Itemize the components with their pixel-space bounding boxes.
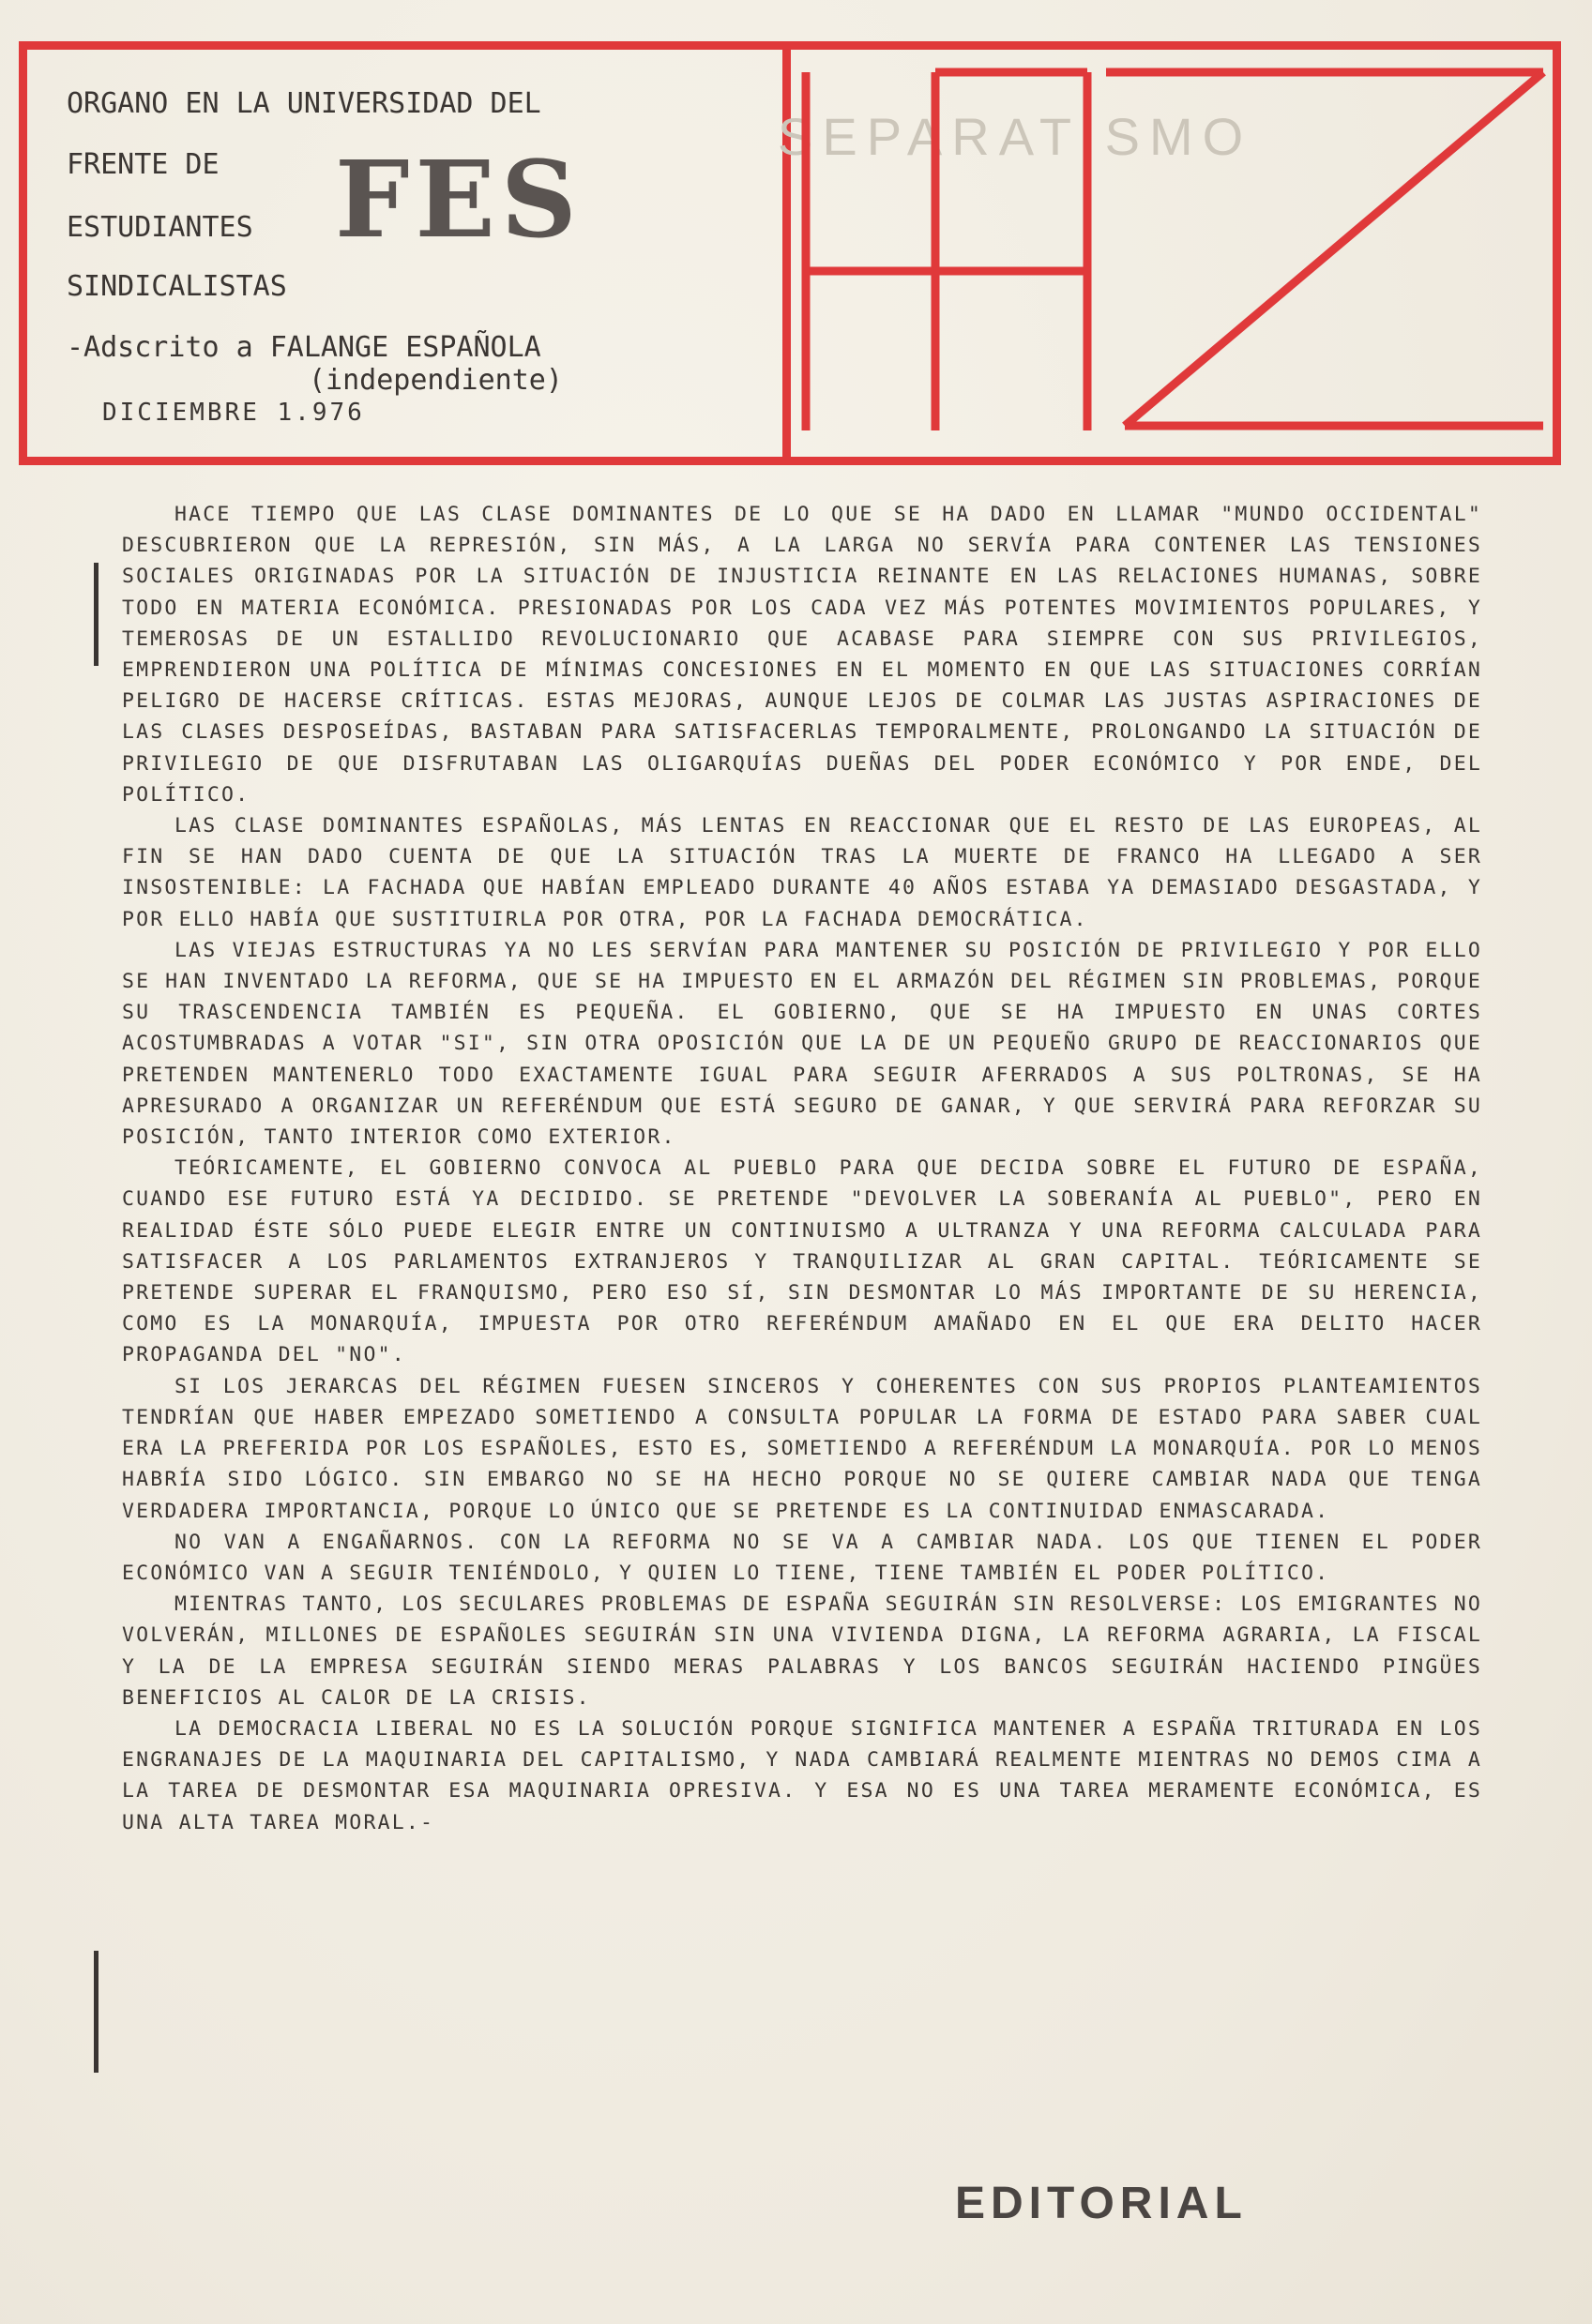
paragraph: MIENTRAS TANTO, LOS SECULARES PROBLEMAS DE ESPAÑA SEGUIRÁN SIN RESOLVERSE: LOS EMIGRANTES NO VOLVERÁN, MILLONES DE ESPAÑOLES SEGUIRÁN SIN UNA VIVIENDA DIGNA, LA REFORMA AGRARIA, LA FISCAL Y LA DE LA EMPRESA SEGUIRÁN SIENDO MERAS PALABRAS Y LOS BANCOS SEGUIRÁN HACIENDO PINGÜES BENEFICIOS AL CALOR DE LA CRISIS. [122,1592,1482,1710]
syndicalists-line: SINDICALISTAS [67,270,287,303]
margin-mark-bottom [94,1951,99,2073]
affiliation-line: -Adscrito a FALANGE ESPAÑOLA [67,331,541,364]
front-line: FRENTE DE [67,148,220,181]
bleed-through-text: SEPARATISMO [778,107,1253,166]
paragraph: LA DEMOCRACIA LIBERAL NO ES LA SOLUCIÓN PORQUE SIGNIFICA MANTENER A ESPAÑA TRITURADA EN LOS ENGRANAJES DE LA MAQUINARIA DEL CAPITALISMO, Y NADA CAMBIARÁ REALMENTE MIENTRAS NO DEMOS CIMA A LA TAREA DE DESMONTAR ESA MAQUINARIA OPRESIVA. Y ESA NO ES UNA TAREA MERAMENTE ECONÓMICA, ES UNA ALTA TAREA MORAL.- [122,1716,1482,1834]
haz-title-logo [796,55,1556,468]
independent-line: (independiente) [309,364,563,397]
editorial-body [122,499,1482,1838]
paragraph: TEÓRICAMENTE, EL GOBIERNO CONVOCA AL PUEBLO PARA QUE DECIDA SOBRE EL FUTURO DE ESPAÑA, CUANDO ESE FUTURO ESTÁ YA DECIDIDO. SE PRETENDE "DEVOLVER LA SOBERANÍA AL PUEBLO", PERO EN REALIDAD ÉSTE SÓLO PUEDE ELEGIR ENTRE UN CONTINUISMO A ULTRANZA Y UNA REFORMA CALCULADA PARA SATISFACER A LOS PARLAMENTOS EXTRANJEROS Y TRANQUILIZAR AL GRAN CAPITAL. TEÓRICAMENTE SE PRETENDE SUPERAR EL FRANQUISMO, PERO ESO SÍ, SIN DESMONTAR LO MÁS IMPORTANTE DE SU HERENCIA, COMO ES LA MONARQUÍA, IMPUESTA POR OTRO REFERÉNDUM AMAÑADO EN EL QUE ERA DELITO HACER PROPAGANDA DEL "NO". [122,1156,1482,1367]
margin-mark-top [94,563,99,666]
paragraph: HACE TIEMPO QUE LAS CLASE DOMINANTES DE LO QUE SE HA DADO EN LLAMAR "MUNDO OCCIDENTAL" DESCUBRIERON QUE LA REPRESIÓN, SIN MÁS, A LA LARGA NO SERVÍA PARA CONTENER LAS TENSIONES SOCIALES ORIGINADAS POR LA SITUACIÓN DE INJUSTICIA REINANTE EN LAS RELACIONES HUMANAS, SOBRE TODO EN MATERIA ECONÓMICA. PRESIONADAS POR LOS CADA VEZ MÁS POTENTES MOVIMIENTOS POPULARES, Y TEMEROSAS DE UN ESTALLIDO REVOLUCIONARIO QUE ACABASE PARA SIEMPRE CON SUS PRIVILEGIOS, EMPRENDIERON UNA POLÍTICA DE MÍNIMAS CONCESIONES EN EL MOMENTO EN QUE LAS SITUACIONES CORRÍAN PELIGRO DE HACERSE CRÍTICAS. ESTAS MEJORAS, AUNQUE LEJOS DE COLMAR LAS JUSTAS ASPIRACIONES DE LAS CLASES DESPOSEÍDAS, BASTABAN PARA SATISFACERLAS TEMPORALMENTE, PROLONGANDO LA SITUACIÓN DE PRIVILEGIO DE QUE DISFRUTABAN LAS OLIGARQUÍAS DUEÑAS DEL PODER ECONÓMICO Y POR ENDE, DEL POLÍTICO. [122,503,1482,807]
organ-line: ORGANO EN LA UNIVERSIDAD DEL [67,87,541,120]
paragraph: LAS CLASE DOMINANTES ESPAÑOLAS, MÁS LENTAS EN REACCIONAR QUE EL RESTO DE LAS EUROPEAS, AL FIN SE HAN DADO CUENTA DE QUE LA SITUACIÓN TRAS LA MUERTE DE FRANCO HA LLEGADO A SER INSOSTENIBLE: LA FACHADA QUE HABÍAN EMPLEADO DURANTE 40 AÑOS ESTABA YA DEMASIADO DESGASTADA, Y POR ELLO HABÍA QUE SUSTITUIRLA POR OTRA, POR LA FACHADA DEMOCRÁTICA. [122,814,1482,931]
paragraph: LAS VIEJAS ESTRUCTURAS YA NO LES SERVÍAN PARA MANTENER SU POSICIÓN DE PRIVILEGIO Y POR ELLO SE HAN INVENTADO LA REFORMA, QUE SE HA IMPUESTO EN EL ARMAZÓN DEL RÉGIMEN SIN PROBLEMAS, PORQUE SU TRASCENDENCIA TAMBIÉN ES PEQUEÑA. EL GOBIERNO, QUE SE HA IMPUESTO EN UNAS CORTES ACOSTUMBRADAS A VOTAR "SI", SIN OTRA OPOSICIÓN QUE LA DE UN PEQUEÑO GRUPO DE REACCIONARIOS QUE PRETENDEN MANTENERLO TODO EXACTAMENTE IGUAL PARA SEGUIR AFERRADOS A SUS POLTRONAS, SE HA APRESURADO A ORGANIZAR UN REFERÉNDUM QUE ESTÁ SEGURO DE GANAR, Y QUE SERVIRÁ PARA REFORZAR SU POSICIÓN, TANTO INTERIOR COMO EXTERIOR. [122,938,1482,1150]
paragraph: SI LOS JERARCAS DEL RÉGIMEN FUESEN SINCEROS Y COHERENTES CON SUS PROPIOS PLANTEAMIENTOS TENDRÍAN QUE HABER EMPEZADO SOMETIENDO A CONSULTA POPULAR LA FORMA DE ESTADO PARA SABER CUAL ERA LA PREFERIDA POR LOS ESPAÑOLES, ESTO ES, SOMETIENDO A REFERÉNDUM LA MONARQUÍA. POR LO MENOS HABRÍA SIDO LÓGICO. SIN EMBARGO NO SE HA HECHO PORQUE NO SE QUIERE CAMBIAR NADA QUE TENGA VERDADERA IMPORTANCIA, PORQUE LO ÚNICO QUE SE PRETENDE ES LA CONTINUIDAD ENMASCARADA. [122,1374,1482,1523]
masthead-frame [19,41,1561,465]
students-line: ESTUDIANTES [67,211,253,244]
issue-date: DICIEMBRE 1.976 [102,399,365,427]
paragraph: NO VAN A ENGAÑARNOS. CON LA REFORMA NO SE VA A CAMBIAR NADA. LOS QUE TIENEN EL PODER ECONÓMICO VAN A SEGUIR TENIÉNDOLO, Y QUIEN LO TIENE, TIENE TAMBIÉN EL PODER POLÍTICO. [122,1530,1482,1585]
fes-logo: FES [335,139,583,262]
editorial-signature: EDITORIAL [955,2179,1248,2228]
